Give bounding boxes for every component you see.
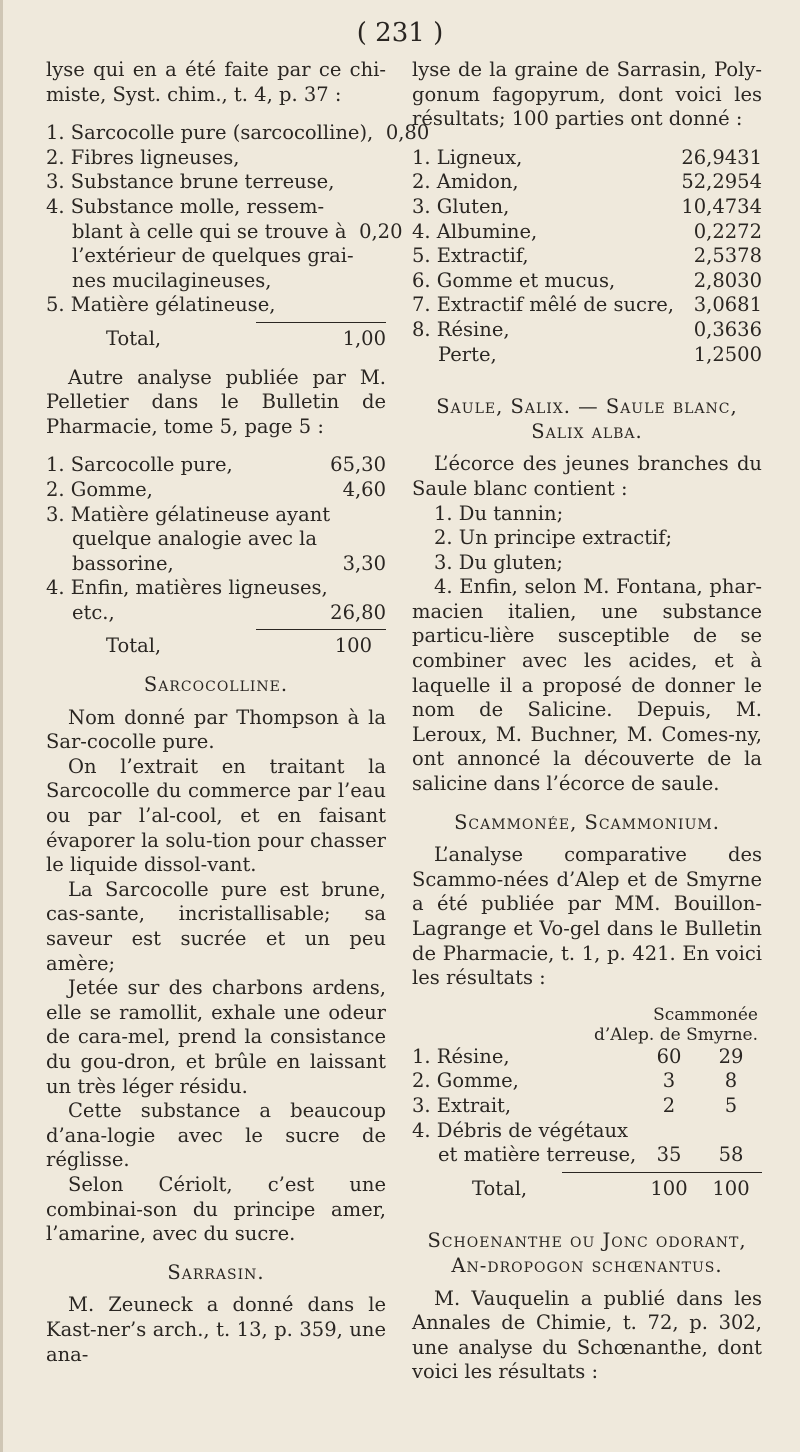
item-value	[330, 503, 386, 528]
heading-schoenanthe: Schoenanthe ou Jonc odorant, An-dropogon schœnantus.	[427, 1229, 747, 1277]
table-row	[412, 1119, 762, 1144]
item-label: 2. Amidon,	[412, 170, 519, 194]
item-label: 1. Ligneux,	[412, 145, 523, 169]
item-value: 26,9431	[681, 145, 762, 169]
row-value: 8	[724, 1069, 738, 1093]
list-item	[412, 318, 762, 343]
item-label: 3. Gluten,	[412, 194, 510, 218]
list-item	[46, 601, 386, 626]
table-row	[412, 1069, 762, 1094]
item-value	[330, 195, 386, 220]
list-item	[46, 503, 386, 528]
divider	[256, 629, 386, 630]
list-item	[46, 219, 403, 245]
list-item	[46, 121, 430, 146]
item-label: 4. Enfin, matières ligneuses,	[46, 576, 328, 600]
list-item	[46, 552, 386, 577]
item-value	[330, 146, 386, 171]
list-item	[412, 343, 762, 368]
heading-scammonee: Scammonée, Scammonium.	[454, 810, 720, 834]
row-value: 3	[662, 1069, 676, 1093]
list-item	[412, 293, 762, 318]
item-label: 4. Substance molle, ressem-	[46, 194, 325, 218]
left-intro: lyse qui en a été faite par ce chi-miste, Syst. chim., t. 4, p. 37 :	[46, 58, 386, 106]
list-item: 3. Du gluten;	[434, 550, 563, 574]
table-row	[412, 1045, 762, 1070]
list-item	[412, 269, 762, 294]
paragraph-6: Selon Cériolt, c’est une combinai-son du principe amer, l’amarine, avec du sucre.	[46, 1172, 386, 1246]
table-row	[412, 1143, 762, 1168]
analysis-2	[46, 453, 386, 625]
item-value: 4,60	[342, 477, 386, 501]
item-value: 2,5378	[693, 244, 762, 268]
row-value	[700, 1119, 762, 1144]
item-label: 8. Résine,	[412, 317, 510, 341]
list-item	[412, 244, 762, 269]
row-value: 29	[718, 1044, 744, 1068]
row-value: 58	[718, 1143, 744, 1167]
row-label: 1. Résine,	[412, 1044, 510, 1068]
list-item	[46, 478, 386, 503]
list-item	[412, 170, 762, 195]
item-value: 0,3636	[693, 317, 762, 341]
paragraph-4: Jetée sur des charbons ardens, elle se ramollit, exhale une odeur de cara-mel, prend la consistance du gou-dron, et brûle en laissant un très léger résidu.	[46, 976, 386, 1098]
list-item	[46, 244, 386, 269]
row-value: 35	[656, 1143, 682, 1167]
item-label: bassorine,	[72, 551, 174, 575]
list-item	[46, 269, 386, 294]
right-intro: lyse de la graine de Sarrasin, Poly-gonum fagopyrum, dont voici les résultats; 100 parties ont donné :	[412, 58, 762, 131]
paragraph-schoenanthe: M. Vauquelin a publié dans les Annales de Chimie, t. 72, p. 302, une analyse du Schœnanthe, dont voici les résultats :	[412, 1286, 762, 1384]
item-label: l’extérieur de quelques grai-	[72, 244, 354, 268]
analysis-1	[46, 121, 430, 318]
list-item	[412, 195, 762, 220]
item-label: 5. Extractif,	[412, 244, 529, 268]
item-label: 7. Extractif mêlé de sucre,	[412, 293, 675, 317]
row-label: 3. Extrait,	[412, 1093, 512, 1117]
row-value: 5	[724, 1093, 738, 1117]
row-value: 60	[656, 1044, 682, 1068]
list-item	[412, 146, 762, 171]
list-item	[46, 453, 386, 478]
list-item	[46, 195, 386, 220]
item-label: quelque analogie avec la	[72, 527, 318, 551]
list-item: 1. Du tannin;	[434, 501, 564, 525]
paragraph-7: M. Zeuneck a donné dans le Kast-ner’s arch., t. 13, p. 359, une ana-	[46, 1293, 386, 1366]
scammonee-header-2: d’Alep. de Smyrne.	[593, 1024, 758, 1045]
item-label: 2. Fibres ligneuses,	[46, 145, 240, 169]
item-value	[330, 269, 386, 294]
analysis-3	[412, 146, 762, 367]
item-label: 3. Substance brune terreuse,	[46, 170, 335, 194]
list-item	[46, 527, 386, 552]
scammonee-table	[412, 1045, 762, 1168]
total-row-1: Total, 1,00	[106, 326, 386, 350]
list-item	[46, 146, 386, 171]
item-value	[354, 244, 410, 269]
list-item	[46, 170, 386, 195]
left-column	[46, 58, 430, 1367]
list-item	[46, 293, 386, 318]
item-value: 65,30	[330, 453, 386, 477]
item-label: 2. Gomme,	[46, 477, 153, 501]
list-item: 4. Enfin, selon M. Fontana, phar-macien italien, une substance particu-lière susceptible de se combiner avec les acides, et à laquelle il a proposé de donner le nom de Salicine. Depuis, M. Leroux, M. Buchner, M. Comes-ny, ont annoncé la découverte de la salicine dans l’écorce de saule.	[412, 575, 762, 796]
item-value: 2,8030	[693, 268, 762, 292]
item-label: nes mucilagineuses,	[72, 268, 272, 292]
list-item: 2. Un principe extractif;	[434, 526, 673, 550]
item-value	[334, 170, 390, 195]
list-item	[46, 576, 386, 601]
row-value: 2	[662, 1093, 676, 1117]
list-item	[412, 220, 762, 245]
item-value: 52,2954	[681, 170, 762, 194]
divider	[562, 1172, 762, 1173]
row-label: et matière terreuse,	[438, 1143, 637, 1167]
item-label: 4. Albumine,	[412, 219, 538, 243]
paragraph-pelletier: Autre analyse publiée par M. Pelletier dans le Bulletin de Pharmacie, tome 5, page 5 :	[46, 365, 386, 438]
paragraph-5: Cette substance a beaucoup d’ana-logie avec le sucre de réglisse.	[46, 1099, 386, 1172]
saule-list	[412, 502, 762, 797]
item-value	[330, 576, 386, 601]
table-row	[412, 1094, 762, 1119]
item-label: Perte,	[438, 342, 497, 366]
page-edge	[0, 0, 3, 1452]
right-column	[412, 58, 762, 1385]
item-label: blant à celle qui se trouve à	[72, 219, 347, 243]
page-number: ( 231 )	[356, 18, 444, 48]
item-value: 26,80	[330, 600, 386, 624]
item-value: 1,2500	[693, 342, 762, 366]
item-label: 5. Matière gélatineuse,	[46, 293, 276, 317]
item-label: 1. Sarcocolle pure (sarcocolline),	[46, 121, 374, 145]
scammonee-total-row: Total, 100 100	[472, 1176, 750, 1200]
heading-saule: Saule, Salix. — Saule blanc, Salix alba.	[436, 395, 738, 443]
item-label: 1. Sarcocolle pure,	[46, 453, 233, 477]
row-value	[638, 1119, 700, 1144]
divider	[256, 322, 386, 323]
paragraph-scammonee: L’analyse comparative des Scammo-nées d’Alep et de Smyrne a été publiée par MM. Bouillon-Lagrange et Vo-gel dans le Bulletin de Pharmacie, t. 1, p. 421. En voici les résultats :	[412, 843, 762, 990]
item-value: 3,30	[342, 551, 386, 575]
item-value: 0,20	[359, 219, 403, 243]
item-value: 3,0681	[693, 293, 762, 317]
paragraph-2: On l’extrait en traitant la Sarcocolle du commerce par l’eau ou par l’al-cool, et en faisant évaporer la solu-tion pour chasser le liquide dissol-vant.	[46, 754, 386, 877]
total-row-2: Total, 100	[106, 634, 372, 658]
item-label: 6. Gomme et mucus,	[412, 268, 616, 292]
item-value: 0,80	[385, 121, 430, 145]
item-label: etc.,	[72, 600, 115, 624]
row-label: 2. Gomme,	[412, 1069, 519, 1093]
item-value: 10,4734	[681, 194, 762, 218]
row-label: 4. Débris de végétaux	[412, 1118, 629, 1142]
paragraph-3: La Sarcocolle pure est brune, cas-sante, incristallisable; sa saveur est sucrée et un peu amère;	[46, 877, 386, 975]
item-value	[330, 527, 386, 552]
item-value	[330, 293, 386, 318]
scammonee-header-1: Scammonée	[653, 1004, 758, 1025]
paragraph-1: Nom donné par Thompson à la Sar-cocolle pure.	[46, 705, 386, 754]
paragraph-saule: L’écorce des jeunes branches du Saule blanc contient :	[412, 452, 762, 500]
item-label: 3. Matière gélatineuse ayant	[46, 502, 331, 526]
heading-sarrasin: Sarrasin.	[167, 1260, 265, 1284]
heading-sarcocolline: Sarcocolline.	[143, 673, 289, 697]
item-value: 0,2272	[693, 219, 762, 243]
